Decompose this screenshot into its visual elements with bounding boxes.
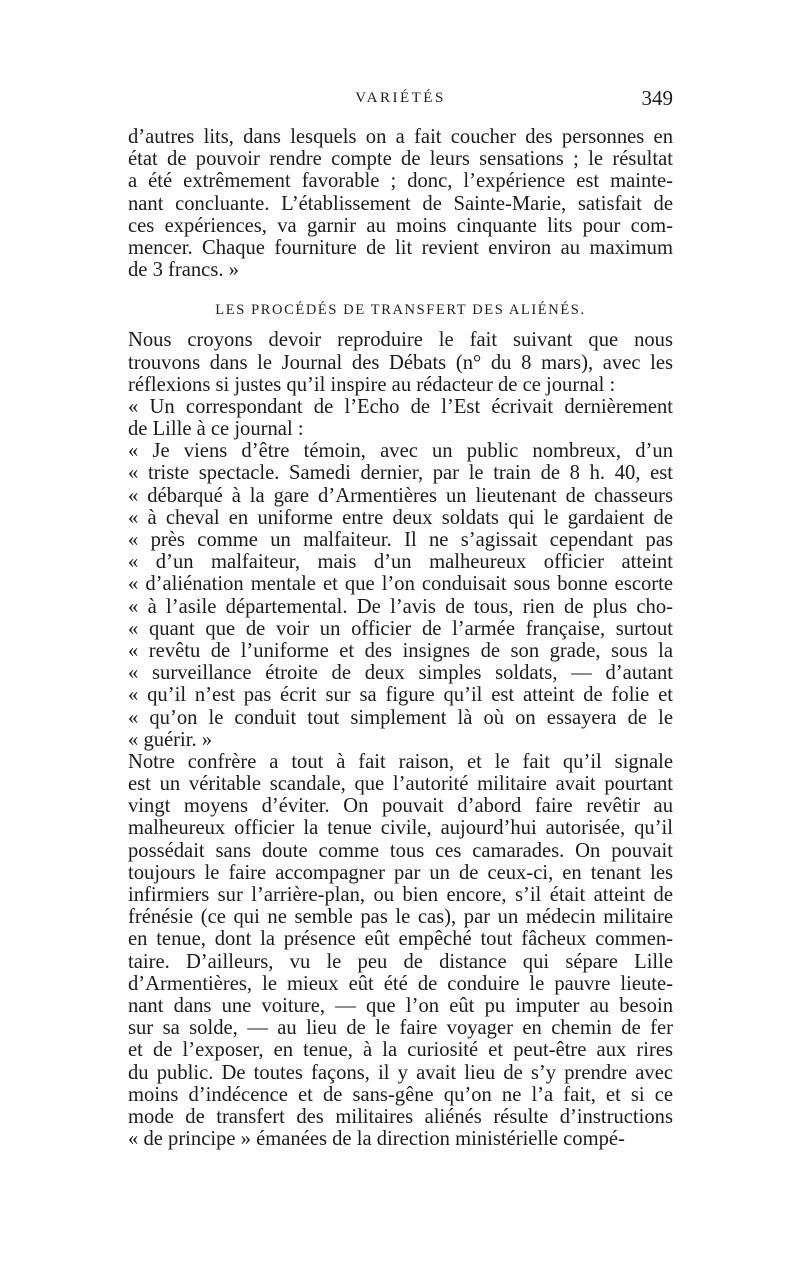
text-line: nant dans une voiture, — que l’on eût pu imputer au besoin	[128, 994, 673, 1017]
section-spacer-2	[128, 321, 673, 329]
text-line: « débarqué à la gare d’Armentières un lieutenant de chasseurs	[128, 484, 673, 507]
text-line: a été extrêmement favorable ; donc, l’expérience est mainte-	[128, 170, 673, 193]
text-line: « à l’asile départemental. De l’avis de tous, rien de plus cho-	[128, 595, 673, 618]
text-line: toujours le faire accompagner par un de ceux-ci, en tenant les	[128, 861, 673, 884]
text-line: « de principe » émanées de la direction ministérielle compé-	[128, 1128, 625, 1151]
text-line: réflexions si justes qu’il inspire au rédacteur de ce journal :	[128, 373, 616, 396]
text-line: frénésie (ce qui ne semble pas le cas), par un médecin militaire	[128, 906, 673, 929]
text-line: de Lille à ce journal :	[128, 418, 304, 441]
text-line: « qu’il n’est pas écrit sur sa figure qu’il est atteint de folie et	[128, 684, 673, 707]
text-line: « quant que de voir un officier de l’armée française, surtout	[128, 617, 673, 640]
text-line: sur sa solde, — au lieu de le faire voyager en chemin de fer	[128, 1017, 673, 1040]
text-line: malheureux officier la tenue civile, aujourd’hui autorisée, qu’il	[128, 817, 673, 840]
text-line: « guérir. »	[128, 728, 213, 751]
text-line: « d’un malfaiteur, mais d’un malheureux officier atteint	[128, 551, 673, 574]
text-line: possédait sans doute comme tous ces camarades. On pouvait	[128, 839, 673, 862]
text-line: « Je viens d’être témoin, avec un public nombreux, d’un	[128, 440, 673, 463]
text-line: « surveillance étroite de deux simples soldats, — d’autant	[128, 662, 673, 685]
text-line: moins d’indécence et de sans-gêne qu’on ne l’a fait, et si ce	[128, 1083, 673, 1106]
text-line: Notre confrère a tout à fait raison, et le fait qu’il signale	[128, 750, 673, 773]
section-title: LES PROCÉDÉS DE TRANSFERT DES ALIÉNÉS.	[215, 302, 586, 319]
section-spacer	[128, 281, 673, 299]
text-line: Nous croyons devoir reproduire le fait suivant que nous	[128, 329, 673, 352]
text-line: « d’aliénation mentale et que l’on conduisait sous bonne escorte	[128, 573, 673, 596]
text-line: « revêtu de l’uniforme et des insignes de son grade, sous la	[128, 639, 673, 662]
running-title: VARIÉTÉS	[355, 90, 446, 106]
page-number: 349	[641, 86, 673, 110]
paragraph-1	[128, 126, 673, 281]
text-line: est un véritable scandale, que l’autorité militaire avait pourtant	[128, 773, 673, 796]
text-line: taire. D’ailleurs, vu le peu de distance qui sépare Lille	[128, 950, 673, 973]
text-line: du public. De toutes façons, il y avait lieu de s’y prendre avec	[128, 1061, 673, 1084]
text-line: « à cheval en uniforme entre deux soldats qui le gardaient de	[128, 506, 673, 529]
text-line: « qu’on le conduit tout simplement là où on essayera de le	[128, 706, 673, 729]
text-line: nant concluante. L’établissement de Sainte-Marie, satisfait de	[128, 192, 673, 215]
text-line: ces expériences, va garnir au moins cinquante lits pour com-	[128, 214, 673, 237]
text-line: « Un correspondant de l’Echo de l’Est écrivait dernièrement	[128, 395, 673, 418]
body-text	[128, 126, 673, 1150]
text-line: trouvons dans le Journal des Débats (n° du 8 mars), avec les	[128, 351, 673, 374]
text-line: d’autres lits, dans lesquels on a fait coucher des personnes en	[128, 126, 673, 148]
page-header	[128, 86, 673, 120]
paragraph-2	[128, 329, 673, 1150]
text-line: vingt moyens d’éviter. On pouvait d’abord faire revêtir au	[128, 795, 673, 818]
text-line: état de pouvoir rendre compte de leurs sensations ; le résultat	[128, 148, 673, 171]
text-line: mencer. Chaque fourniture de lit revient environ au maximum	[128, 236, 673, 259]
text-line: et de l’exposer, en tenue, à la curiosité et peut-être aux rires	[128, 1039, 673, 1062]
text-line: « triste spectacle. Samedi dernier, par le train de 8 h. 40, est	[128, 462, 673, 485]
text-line: d’Armentières, le mieux eût été de conduire le pauvre lieute-	[128, 972, 673, 995]
text-line: « près comme un malfaiteur. Il ne s’agissait cependant pas	[128, 529, 673, 551]
text-line: infirmiers sur l’arrière-plan, ou bien encore, s’il était atteint de	[128, 884, 673, 906]
text-line: de 3 francs. »	[128, 259, 239, 282]
text-line: en tenue, dont la présence eût empêché tout fâcheux commen-	[128, 928, 673, 951]
text-line: mode de transfert des militaires aliénés résulte d’instructions	[128, 1105, 673, 1128]
